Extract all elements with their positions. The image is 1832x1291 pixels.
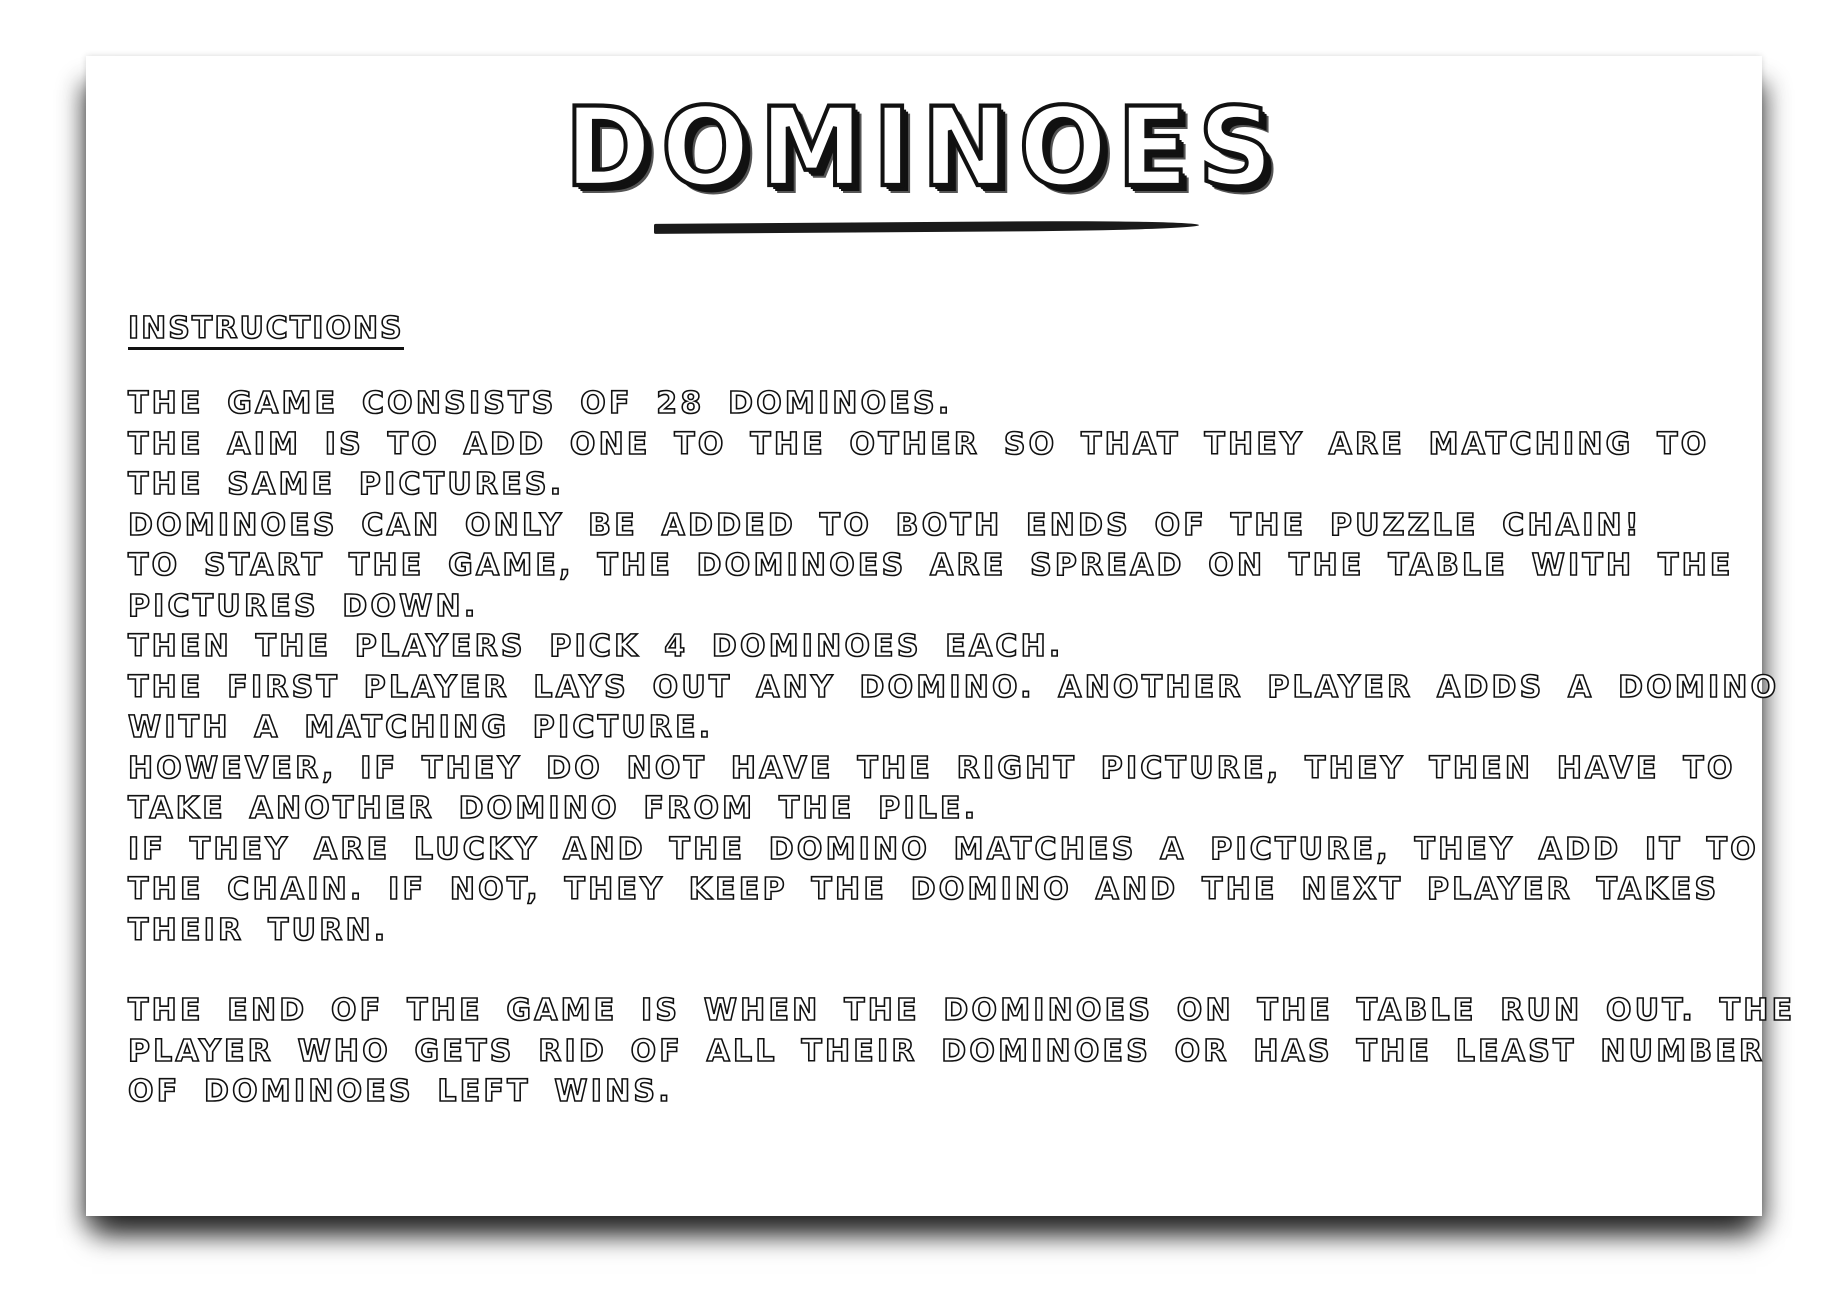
instruction-line: THE FIRST PLAYER LAYS OUT ANY DOMINO. ANOTHER PLAYER ADDS A DOMINO [128, 669, 1780, 705]
instruction-line: THEN THE PLAYERS PICK 4 DOMINOES EACH. [128, 629, 1064, 664]
instruction-line: IF THEY ARE LUCKY AND THE DOMINO MATCHES A PICTURE, THEY ADD IT TO [128, 831, 1759, 867]
page-title: DOMINOES [564, 82, 1284, 212]
instruction-line: DOMINOES CAN ONLY BE ADDED TO BOTH ENDS OF THE PUZZLE CHAIN! [128, 507, 1642, 543]
instruction-line: WITH A MATCHING PICTURE. [128, 710, 714, 745]
instruction-line: HOWEVER, IF THEY DO NOT HAVE THE RIGHT PICTURE, THEY THEN HAVE TO [128, 750, 1736, 786]
instruction-line: PICTURES DOWN. [128, 588, 479, 624]
instruction-line: THE AIM IS TO ADD ONE TO THE OTHER SO THAT THEY ARE MATCHING TO [128, 426, 1710, 462]
end-game-line: PLAYER WHO GETS RID OF ALL THEIR DOMINOES OR HAS THE LEAST NUMBER [128, 1033, 1766, 1069]
title-container [86, 82, 1762, 212]
title-underline-brushstroke [654, 220, 1199, 234]
instruction-line: THE GAME CONSISTS OF 28 DOMINOES. [128, 386, 953, 421]
instruction-line: TAKE ANOTHER DOMINO FROM THE PILE. [128, 791, 979, 826]
instruction-line: THEIR TURN. [128, 912, 389, 948]
instructions-heading: INSTRUCTIONS [128, 311, 404, 350]
instruction-line: TO START THE GAME, THE DOMINOES ARE SPREAD ON THE TABLE WITH THE [128, 548, 1734, 583]
end-of-game-paragraph [128, 991, 1796, 1113]
instructions-body [128, 384, 1780, 951]
instructions-section [128, 311, 1796, 1113]
instruction-line: THE SAME PICTURES. [128, 467, 565, 502]
instruction-line: THE CHAIN. IF NOT, THEY KEEP THE DOMINO AND THE NEXT PLAYER TAKES [128, 872, 1720, 907]
paragraph-spacer [128, 951, 1748, 991]
end-game-line: THE END OF THE GAME IS WHEN THE DOMINOES ON THE TABLE RUN OUT. THE [128, 993, 1796, 1028]
instruction-card [86, 56, 1796, 1216]
end-game-line: OF DOMINOES LEFT WINS. [128, 1074, 673, 1109]
